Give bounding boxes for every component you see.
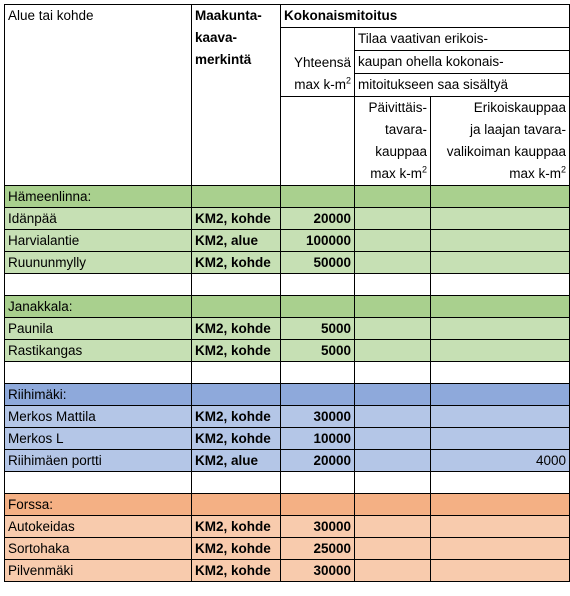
group-header-row bbox=[5, 186, 570, 208]
area-name: Ruununmylly bbox=[5, 252, 192, 274]
daily-value bbox=[355, 428, 431, 450]
special-value bbox=[431, 560, 570, 582]
header-total: Yhteensä $\max k-m^2$ bbox=[281, 28, 355, 97]
daily-value bbox=[355, 208, 431, 230]
daily-value bbox=[355, 406, 431, 428]
plan-mark: KM2, kohde bbox=[192, 560, 281, 582]
header-total-blank bbox=[281, 97, 355, 186]
total-value: 30000 bbox=[281, 406, 355, 428]
area-name: Idänpää bbox=[5, 208, 192, 230]
plan-mark: KM2, kohde bbox=[192, 208, 281, 230]
special-value bbox=[431, 516, 570, 538]
area-name: Merkos L bbox=[5, 428, 192, 450]
plan-mark: KM2, kohde bbox=[192, 538, 281, 560]
plan-mark: KM2, kohde bbox=[192, 318, 281, 340]
total-value: 100000 bbox=[281, 230, 355, 252]
special-value bbox=[431, 318, 570, 340]
group-header-row bbox=[5, 296, 570, 318]
group-name: Hämeenlinna: bbox=[5, 186, 192, 208]
spacer-row bbox=[5, 362, 570, 384]
area-name: Pilvenmäki bbox=[5, 560, 192, 582]
table-row bbox=[5, 252, 570, 274]
total-value: 20000 bbox=[281, 208, 355, 230]
plan-mark: KM2, kohde bbox=[192, 340, 281, 362]
area-name: Riihimäen portti bbox=[5, 450, 192, 472]
special-value bbox=[431, 340, 570, 362]
special-value bbox=[431, 428, 570, 450]
total-value: 25000 bbox=[281, 538, 355, 560]
special-value: 4000 bbox=[431, 450, 570, 472]
total-value: 5000 bbox=[281, 318, 355, 340]
daily-value bbox=[355, 516, 431, 538]
total-value: 30000 bbox=[281, 516, 355, 538]
daily-value bbox=[355, 252, 431, 274]
header-sub-line-3: mitoitukseen saa sisältyä bbox=[355, 74, 570, 97]
total-value: 5000 bbox=[281, 340, 355, 362]
area-name: Autokeidas bbox=[5, 516, 192, 538]
area-name: Rastikangas bbox=[5, 340, 192, 362]
header-plan-mark: Maakunta- kaava- merkintä bbox=[192, 5, 281, 186]
group-header-row bbox=[5, 494, 570, 516]
table-row bbox=[5, 450, 570, 472]
table-row bbox=[5, 406, 570, 428]
total-value: 20000 bbox=[281, 450, 355, 472]
daily-value bbox=[355, 230, 431, 252]
retail-dimension-table bbox=[4, 4, 570, 582]
daily-value bbox=[355, 450, 431, 472]
daily-value bbox=[355, 318, 431, 340]
daily-value bbox=[355, 538, 431, 560]
plan-mark: KM2, alue bbox=[192, 450, 281, 472]
area-name: Harvialantie bbox=[5, 230, 192, 252]
table-row bbox=[5, 230, 570, 252]
table-row bbox=[5, 318, 570, 340]
special-value bbox=[431, 252, 570, 274]
spacer-row bbox=[5, 472, 570, 494]
plan-mark: KM2, kohde bbox=[192, 406, 281, 428]
header-daily-goods: Päivittäis- tavara- kauppaa $\max k-m^2$ bbox=[355, 97, 431, 186]
area-name: Merkos Mattila bbox=[5, 406, 192, 428]
plan-mark: KM2, kohde bbox=[192, 516, 281, 538]
group-header-row bbox=[5, 384, 570, 406]
special-value bbox=[431, 406, 570, 428]
special-value bbox=[431, 538, 570, 560]
daily-value bbox=[355, 340, 431, 362]
total-value: 10000 bbox=[281, 428, 355, 450]
header-sub-line-2: kaupan ohella kokonais- bbox=[355, 51, 570, 74]
table-row bbox=[5, 538, 570, 560]
spacer-row bbox=[5, 274, 570, 296]
area-name: Sortohaka bbox=[5, 538, 192, 560]
table-row bbox=[5, 428, 570, 450]
special-value bbox=[431, 230, 570, 252]
group-name: Janakkala: bbox=[5, 296, 192, 318]
header-sub-line-1: Tilaa vaativan erikois- bbox=[355, 28, 570, 51]
group-name: Riihimäki: bbox=[5, 384, 192, 406]
header-special-goods: Erikoiskauppaa ja laajan tavara- valikoiman kauppaa $\max k-m^2$ bbox=[431, 97, 570, 186]
daily-value bbox=[355, 560, 431, 582]
area-name: Paunila bbox=[5, 318, 192, 340]
table-row bbox=[5, 340, 570, 362]
total-value: 30000 bbox=[281, 560, 355, 582]
special-value bbox=[431, 208, 570, 230]
header-total-dimension: Kokonaismitoitus bbox=[281, 5, 570, 28]
table-row bbox=[5, 208, 570, 230]
table-row bbox=[5, 560, 570, 582]
total-value: 50000 bbox=[281, 252, 355, 274]
group-name: Forssa: bbox=[5, 494, 192, 516]
header-area: Alue tai kohde bbox=[5, 5, 192, 186]
plan-mark: KM2, alue bbox=[192, 230, 281, 252]
table-row bbox=[5, 516, 570, 538]
plan-mark: KM2, kohde bbox=[192, 252, 281, 274]
plan-mark: KM2, kohde bbox=[192, 428, 281, 450]
